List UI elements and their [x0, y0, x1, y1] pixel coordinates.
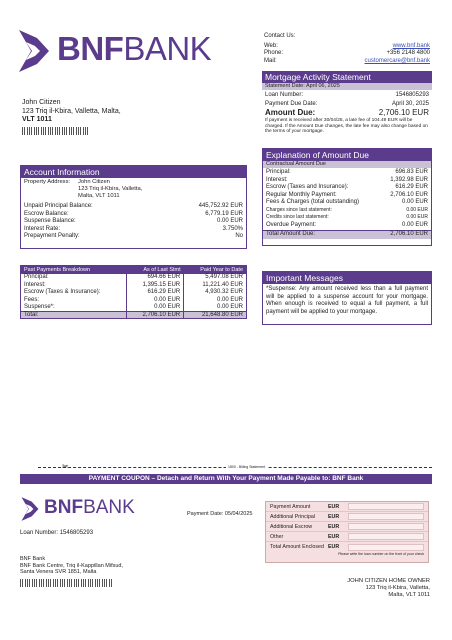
- total-amount-due-row: Total Amount Due: 2,706.10 EUR: [263, 230, 431, 239]
- table-header-row: Past Payments Breakdown As of Last Stmt Paid Year to Date: [21, 266, 247, 274]
- bnf-logo-wordmark: BNFBANK: [44, 497, 135, 518]
- table-row: Suspense*: 0.00 EUR 0.00 EUR: [21, 304, 247, 312]
- payment-coupon-bar: PAYMENT COUPON – Detach and Return With Your Payment Made Payable to: BNF Bank: [20, 474, 432, 484]
- payment-amount-field[interactable]: [348, 503, 424, 510]
- payment-entry-box: Payment Amount EUR Additional Principal EUR Additional Escrow EUR Other EUR Total Amount Enclosed EUR Please write the loan number on the front of your check: [265, 501, 429, 563]
- table-row: Escrow (Taxes & Insurance): 616.29 EUR 4,930.32 EUR: [21, 289, 247, 297]
- total-enclosed-field[interactable]: [348, 544, 424, 551]
- bnf-logo-mark-icon: [20, 496, 40, 522]
- additional-escrow-row: Additional Escrow EUR: [266, 522, 428, 532]
- table-row: Fees: 0.00 EUR 0.00 EUR: [21, 296, 247, 304]
- mortgage-activity-statement: Mortgage Activity Statement Statement Date: April 06, 2025 Loan Number: 1546805293 Payment Due Date: April 30, 2025 Amount Due: 2,706.10 EUR If payment is received after 30/04/25, a late fee of 104.49 EUR will be charged. If the Amount Due changes, the late fee may also change based on the terms of your mortgage.: [262, 71, 432, 135]
- bnf-logo-mark-icon: [17, 28, 51, 74]
- scissors-icon: ✂: [62, 462, 69, 471]
- mail-link[interactable]: customercare@bnf.bank: [364, 57, 430, 64]
- account-title: Account Information: [21, 166, 246, 178]
- account-information: Account Information Property Address: John Citizen 123 Triq il-Kbira, Valletta, Malta, VLT 1011 Unpaid Principal Balance: 445,752.92 EUR Escrow Balance: 6,779.19 EUR Suspense Balance: 0.00 EUR Interest Rate: 3.750% Prepayment Penalty: No: [20, 165, 247, 249]
- phone-number: +356 2148 4800: [386, 50, 430, 56]
- messages-title: Important Messages: [263, 272, 431, 284]
- late-fee-note: If payment is received after 30/04/25, a late fee of 104.49 EUR will be charged. If the Amount Due changes, the late fee may also change based on the terms of your mortgage.: [265, 118, 428, 135]
- coupon-loan-number: Loan Number: 1546805293: [20, 530, 94, 536]
- mortgage-title: Mortgage Activity Statement: [262, 71, 432, 83]
- past-payments-table: [20, 265, 247, 319]
- postal-barcode: [22, 127, 90, 135]
- contact-block: Contact Us: Web: www.bnf.bank Phone: +356 2148 4800 Mail: customercare@bnf.bank: [264, 33, 430, 64]
- loan-number: 1546805293: [395, 92, 429, 98]
- other-field[interactable]: [348, 533, 424, 540]
- other-row: Other EUR: [266, 532, 428, 542]
- table-row: Principal: 694.66 EUR 5,497.08 EUR: [21, 274, 247, 282]
- home-owner-address: JOHN CITIZEN HOME OWNER 123 Triq il-Kbira, Valletta, Malta, VLT 1011: [347, 578, 430, 598]
- table-total-row: Total: 2,706.10 EUR 21,648.80 EUR: [21, 311, 247, 319]
- important-messages: [262, 271, 432, 325]
- due-date: April 30, 2025: [391, 100, 429, 107]
- messages-text: *Suspense: Any amount received less than a full payment will be applied to a suspense account for your mortgage. When enough is received to equal a full payment, a full payment will be applied to your mortgage.: [266, 286, 428, 315]
- payment-amount-row: Payment Amount EUR: [266, 502, 428, 512]
- bank-address: BNF Bank BNF Bank Centre, Triq il-Kappillan Mifsud, Santa Venera SVR 1851, Malta: [20, 556, 124, 575]
- coupon-barcode: [20, 579, 112, 587]
- customer-address: John Citizen 123 Triq il-Kbira, Valletta, Malta, VLT 1011: [22, 99, 121, 123]
- payment-date: Payment Date: 05/04/2025: [187, 511, 253, 517]
- table-row: Interest: 1,395.15 EUR 11,221.40 EUR: [21, 281, 247, 289]
- amount-due: 2,706.10 EUR: [378, 108, 429, 117]
- bnf-logo-wordmark: BNFBANK: [57, 30, 212, 67]
- total-enclosed-row: Total Amount Enclosed EUR: [266, 542, 428, 552]
- web-link[interactable]: www.bnf.bank: [392, 42, 430, 49]
- contact-heading: Contact Us:: [264, 33, 296, 39]
- account-rows: Unpaid Principal Balance: 445,752.92 EUR Escrow Balance: 6,779.19 EUR Suspense Balance: 0.00 EUR Interest Rate: 3.750% Prepayment Penalty: No: [24, 203, 243, 239]
- statement-date: Statement Date: April 06, 2025: [262, 83, 432, 90]
- explanation-of-amount-due: Explanation of Amount Due Contractual Amount Due Principal: 696.83 EUR Interest: 1,392.98 EUR Escrow (Taxes and Insurance): 616.29 EUR Regular Monthly Payment: 2,706.10 EUR Fees & Charges (total outstanding) 0.00 EUR Charges since last statement: 0.00 EUR Credits since last statement: 0.00 EUR Overdue Payment: 0.00 EUR Total Amount Due: 2,706.10 EUR: [262, 148, 432, 246]
- additional-escrow-field[interactable]: [348, 523, 424, 530]
- additional-principal-row: Additional Principal EUR: [266, 512, 428, 522]
- additional-principal-field[interactable]: [348, 513, 424, 520]
- explanation-title: Explanation of Amount Due: [263, 149, 431, 161]
